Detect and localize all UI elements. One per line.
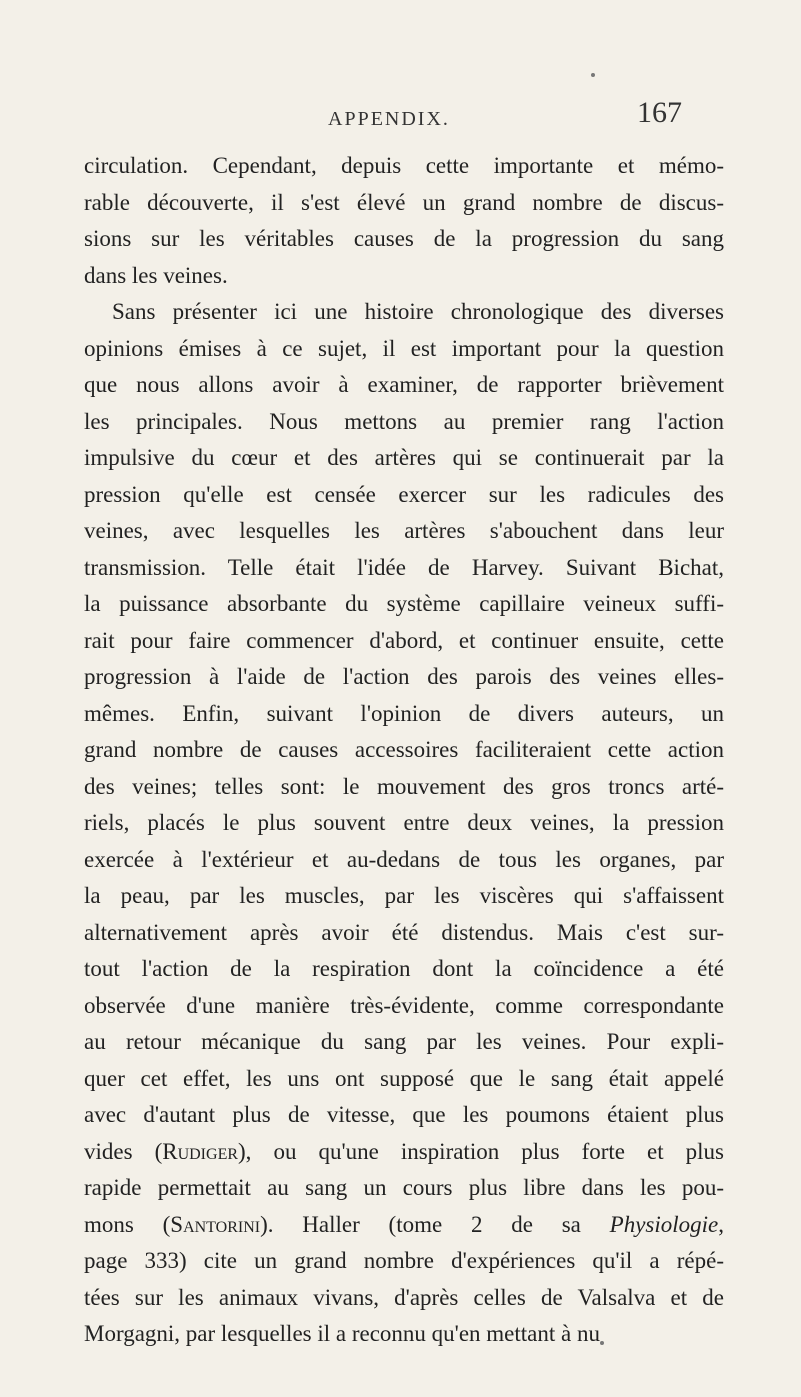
page-number: 167 — [637, 96, 682, 129]
text-span: ). Haller (tome 2 de sa — [260, 1211, 610, 1237]
text-span: ), ou qu'une inspiration plus forte et plus — [238, 1138, 724, 1164]
text-line: exercée à l'extérieur et au-dedans de tous les organes, par — [84, 846, 724, 872]
text-line: sions sur les véritables causes de la progression du sang — [84, 226, 724, 251]
text-line: circulation. Cependant, depuis cette importante et mémo- — [84, 153, 724, 178]
text-line: tées sur les animaux vivans, d'après celles de Valsalva et de — [84, 1284, 724, 1310]
running-head: APPENDIX. — [328, 108, 450, 130]
body-text — [84, 148, 724, 1353]
author-name: Santorini — [170, 1211, 261, 1237]
text-line: la peau, par les muscles, par les viscères qui s'affaissent — [84, 883, 724, 908]
text-line — [84, 1134, 724, 1171]
text-line: rable découverte, il s'est élevé un grand nombre de discus- — [84, 189, 724, 215]
text-line: transmission. Telle était l'idée de Harvey. Suivant Bichat, — [84, 554, 724, 580]
author-name: Rudiger — [162, 1138, 239, 1164]
text-line: que nous allons avoir à examiner, de rapporter brièvement — [84, 372, 724, 397]
text-line: pression qu'elle est censée exercer sur les radicules des — [84, 481, 724, 507]
text-line: progression à l'aide de l'action des parois des veines elles- — [84, 664, 724, 689]
text-line: la puissance absorbante du système capillaire veineux suffi- — [84, 591, 724, 616]
text-line: riels, placés le plus souvent entre deux veines, la pression — [84, 810, 724, 835]
paper-speck — [591, 73, 595, 77]
paper-speck — [600, 1341, 604, 1345]
text-line: rapide permettait au sang un cours plus libre dans les pou- — [84, 1175, 724, 1200]
text-span: mons ( — [84, 1211, 171, 1237]
text-line: au retour mécanique du sang par les veines. Pour expli- — [84, 1029, 724, 1054]
text-line: rait pour faire commencer d'abord, et continuer ensuite, cette — [84, 627, 724, 653]
text-line: observée d'une manière très-évidente, comme correspondante — [84, 992, 724, 1018]
text-line: quer cet effet, les uns ont supposé que le sang était appelé — [84, 1065, 724, 1091]
text-line: alternativement après avoir été distendus. Mais c'est sur- — [84, 919, 724, 945]
text-line: page 333) cite un grand nombre d'expériences qu'il a répé- — [84, 1248, 724, 1273]
text-line: tout l'action de la respiration dont la coïncidence a été — [84, 956, 724, 981]
text-line: des veines; telles sont: le mouvement des gros troncs arté- — [84, 773, 724, 799]
text-span: vides ( — [84, 1138, 163, 1164]
text-line: Morgagni, par lesquelles il a reconnu qu'en mettant à nu — [84, 1321, 600, 1346]
text-line: veines, avec lesquelles les artères s'abouchent dans leur — [84, 518, 724, 543]
text-span: , — [718, 1211, 724, 1237]
text-line — [84, 1207, 724, 1244]
text-line: impulsive du cœur et des artères qui se continuerait par la — [84, 445, 724, 470]
text-line: opinions émises à ce sujet, il est important pour la question — [84, 335, 724, 361]
text-line: dans les veines. — [84, 262, 228, 288]
text-line: Sans présenter ici une histoire chronologique des diverses — [112, 299, 724, 324]
text-line: grand nombre de causes accessoires faciliteraient cette action — [84, 737, 724, 762]
book-title: Physiologie — [609, 1211, 719, 1237]
text-line: avec d'autant plus de vitesse, que les poumons étaient plus — [84, 1102, 724, 1127]
text-line: mêmes. Enfin, suivant l'opinion de divers auteurs, un — [84, 700, 724, 726]
page-header — [0, 96, 801, 136]
text-line: les principales. Nous mettons au premier rang l'action — [84, 408, 724, 434]
